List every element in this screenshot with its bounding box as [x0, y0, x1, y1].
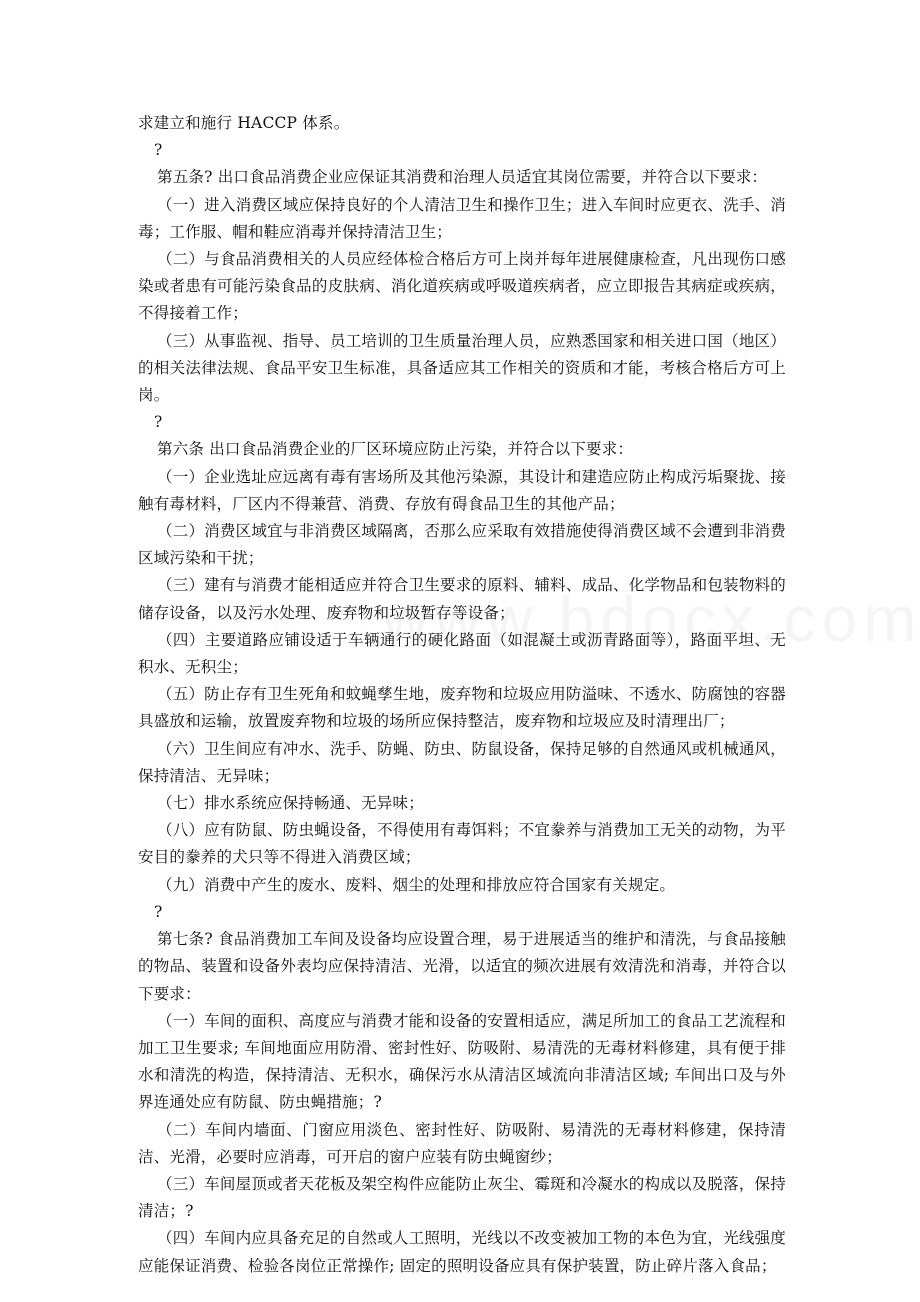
- document-body: [138, 110, 786, 1280]
- paragraph-separator: ?: [154, 413, 163, 432]
- article-6-item-2: （二）消费区域宜与非消费区域隔离，否那么应采取有效措施使得消费区域不会遭到非消费区域污染和干扰；: [138, 522, 786, 568]
- article-6-heading: 第六条 出口食品消费企业的厂区环境应防止污染，并符合以下要求：: [157, 440, 634, 459]
- article-7-item-4: （四）车间内应具备充足的自然或人工照明，光线以不改变被加工物的本色为宜，光线强度应能保证消费、检验各岗位正常操作; 固定的照明设备应具有保护装置，防止碎片落入食品；: [138, 1229, 786, 1275]
- article-6-item-3: （三）建有与消费才能相适应并符合卫生要求的原料、辅料、成品、化学物品和包装物料的储存设备，以及污水处理、废弃物和垃圾暂存等设备；: [138, 576, 786, 622]
- article-6-item-5: （五）防止存有卫生死角和蚊蝇孳生地，废弃物和垃圾应用防溢味、不透水、防腐蚀的容器具盛放和运输，放置废弃物和垃圾的场所应保持整洁，废弃物和垃圾应及时清理出厂；: [138, 685, 786, 731]
- article-6-item-6: （六）卫生间应有冲水、洗手、防蝇、防虫、防鼠设备，保持足够的自然通风或机械通风，保持清洁、无异味；: [138, 739, 786, 785]
- article-5-item-3: （三）从事监视、指导、员工培训的卫生质量治理人员，应熟悉国家和相关进口国（地区）的相关法律法规、食品平安卫生标准，具备适应其工作相关的资质和才能，考核合格后方可上岗。: [138, 331, 786, 405]
- article-5-item-1: （一）进入消费区域应保持良好的个人清洁卫生和操作卫生；进入车间时应更衣、洗手、消毒；工作服、帽和鞋应消毒并保持清洁卫生；: [138, 195, 786, 241]
- article-7-heading: 第七条? 食品消费加工车间及设备均应设置合理，易于进展适当的维护和清洗，与食品接触的物品、装置和设备外表均应保持清洁、光滑，以适宜的频次进展有效清洗和消毒，并符合以下要求：: [138, 930, 786, 1003]
- paragraph-separator: ?: [154, 902, 163, 921]
- article-6-item-4: （四）主要道路应铺设适于车辆通行的硬化路面（如混凝土或沥青路面等），路面平坦、无积水、无积尘；: [138, 630, 786, 677]
- paragraph-continuation: 求建立和施行 HACCP 体系。: [138, 114, 350, 132]
- article-6-item-8: （八）应有防鼠、防虫蝇设备，不得使用有毒饵料；不宜豢养与消费加工无关的动物，为平安目的豢养的犬只等不得进入消费区域；: [138, 821, 786, 867]
- article-6-item-1: （一）企业选址应远离有毒有害场所及其他污染源，其设计和建造应防止构成污垢聚拢、接触有毒材料，厂区内不得兼营、消费、存放有碍食品卫生的其他产品；: [138, 467, 786, 513]
- paragraph-separator: ?: [154, 141, 163, 160]
- article-6-item-9: （九）消费中产生的废水、废料、烟尘的处理和排放应符合国家有关规定。: [157, 875, 676, 894]
- article-6-item-7: （七）排水系统应保持畅通、无异味；: [157, 794, 424, 813]
- article-7-item-3: （三）车间屋顶或者天花板及架空构件应能防止灰尘、霉斑和冷凝水的构成以及脱落，保持清洁；?: [138, 1174, 786, 1221]
- article-7-item-1: （一）车间的面积、高度应与消费才能和设备的安置相适应，满足所加工的食品工艺流程和加工卫生要求; 车间地面应用防滑、密封性好、防吸附、易清洗的无毒材料修建，具有便于排水和清洗的构造，保持清洁、无积水，确保污水从清洁区域流向非清洁区域; 车间出口及与外界连通处应有防鼠、防虫蝇措施；?: [138, 1011, 786, 1112]
- article-5-heading: 第五条? 出口食品消费企业应保证其消费和治理人员适宜其岗位需要，并符合以下要求：: [157, 168, 768, 187]
- article-5-item-2: （二）与食品消费相关的人员应经体检合格后方可上岗并每年进展健康检查，凡出现伤口感染或者患有可能污染食品的皮肤病、消化道疾病或呼吸道疾病者，应立即报告其病症或疾病，不得接着工作；: [138, 250, 786, 323]
- article-7-item-2: （二）车间内墙面、门窗应用淡色、密封性好、防吸附、易清洗的无毒材料修建，保持清洁、光滑，必要时应消毒，可开启的窗户应装有防虫蝇窗纱；: [138, 1120, 786, 1166]
